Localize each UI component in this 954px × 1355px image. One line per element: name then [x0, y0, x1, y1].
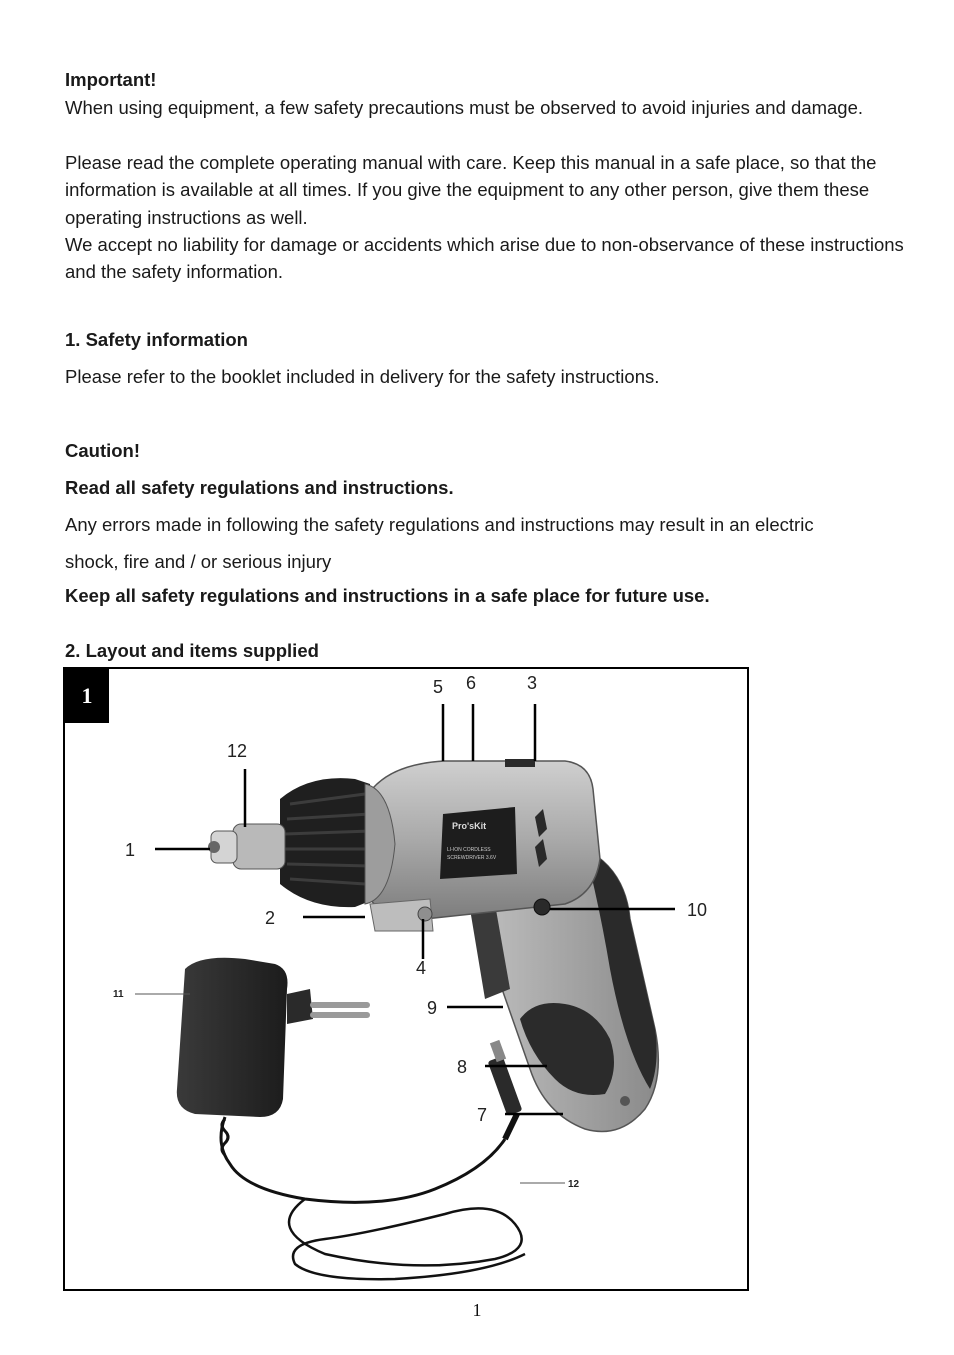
callout-1: 1 [125, 840, 136, 860]
section-1-heading: 1. Safety information [65, 329, 248, 350]
callout-5: 5 [433, 677, 444, 697]
charger-adapter [177, 958, 370, 1117]
caution-heading: Caution! [65, 440, 141, 461]
screwdriver-illustration [65, 669, 747, 1289]
product-brand: Pro'sKit [452, 821, 487, 831]
callout-7: 7 [477, 1105, 488, 1125]
screwdriver-chuck [208, 778, 395, 907]
important-heading: Important! [65, 69, 157, 90]
section-2-heading: 2. Layout and items supplied [65, 640, 319, 661]
caution-bold-1: Read all safety regulations and instructions. [65, 477, 454, 498]
page-number: 1 [472, 1300, 482, 1320]
section-1-text: Please refer to the booklet included in delivery for the safety instructions. [65, 366, 660, 387]
caution-bold-2: Keep all safety regulations and instructions in a safe place for future use. [65, 585, 710, 606]
callout-9: 9 [427, 998, 438, 1018]
callout-8: 8 [457, 1057, 468, 1077]
callout-6: 6 [466, 673, 477, 693]
callout-2: 2 [265, 908, 276, 928]
intro-paragraph-3: We accept no liability for damage or accidents which arise due to non-observance of these instructions and the safety information. [65, 234, 904, 283]
layout-figure [63, 667, 749, 1291]
callout-3: 3 [527, 673, 538, 693]
figure-number-badge: 1 [65, 669, 109, 723]
callout-10: 10 [687, 900, 708, 920]
product-line-2: SCREWDRIVER 3.6V [447, 855, 497, 861]
callout-12-chuck: 12 [227, 741, 248, 761]
caution-text-2: shock, fire and / or serious injury [65, 551, 332, 572]
callout-11: 11 [113, 989, 124, 1000]
product-line-1: LI-ION CORDLESS [447, 847, 491, 853]
callout-12-cable: 12 [568, 1179, 580, 1190]
caution-text-1: Any errors made in following the safety regulations and instructions may result in an electric [65, 514, 814, 535]
intro-paragraph-1: When using equipment, a few safety precautions must be observed to avoid injuries and damage. [65, 97, 864, 118]
callout-4: 4 [416, 958, 427, 978]
intro-paragraph-2: Please read the complete operating manual with care. Keep this manual in a safe place, so that the information is available at all times. If you give the equipment to any other person, give them these operating instructions as well. [65, 152, 877, 228]
